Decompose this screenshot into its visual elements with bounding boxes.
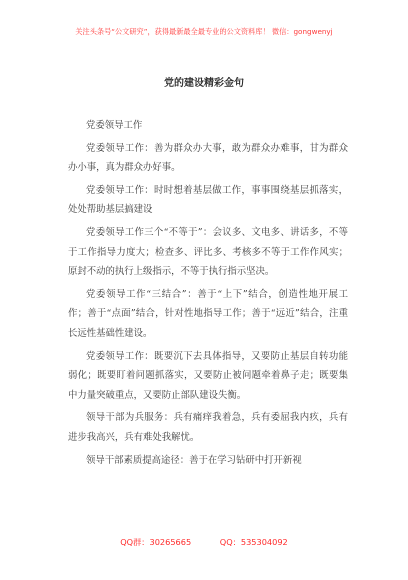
paragraph: 党委领导工作：既要沉下去具体指导，又要防止基层自转功能弱化；既要盯着问题抓落实，又要防止被问题牵着鼻子走；既要集中力量突破重点，又要防止部队建设失衡。 xyxy=(68,350,348,401)
paragraph: 党委领导工作 xyxy=(86,120,143,131)
paragraph: 党委领导工作三个“不等于”：会议多、文电多、讲话多，不等于工作指导力度大；检查多、评比多、考核多不等于工作作风实；原封不动的执行上级指示，不等于执行指示坚决。 xyxy=(68,226,348,278)
paragraph: 领导干部素质提高途径：善于在学习钻研中打开新视 xyxy=(86,454,302,466)
qq-number: QQ：535304092 xyxy=(219,537,288,547)
paragraph: 党委领导工作：时时想着基层做工作，事事围绕基层抓落实，处处帮助基层搞建设 xyxy=(68,184,348,216)
document-body xyxy=(68,116,348,470)
paragraph: 领导干部为兵服务：兵有痛痒我着急，兵有委屈我内疚，兵有进步我高兴，兵有难处我解忧。 xyxy=(68,412,348,443)
document-title: 党的建设精彩金句 xyxy=(164,78,244,89)
paragraph: 党委领导工作：善为群众办大事，敢为群众办难事，甘为群众办小事，真为群众办好事。 xyxy=(68,142,348,174)
footer-contact xyxy=(0,537,408,548)
paragraph: 党委领导工作“三结合”：善于“上下”结合，创造性地开展工作；善于“点面”结合，针对性地指导工作；善于“远近”结合，注重长远性基础性建设。 xyxy=(68,288,348,339)
header-banner: 关注头条号“公文研究”，获得最新最全最专业的公文资料库！ 微信：gongwenyj xyxy=(75,27,333,36)
qq-group-number: QQ群：30265665 xyxy=(120,537,192,547)
